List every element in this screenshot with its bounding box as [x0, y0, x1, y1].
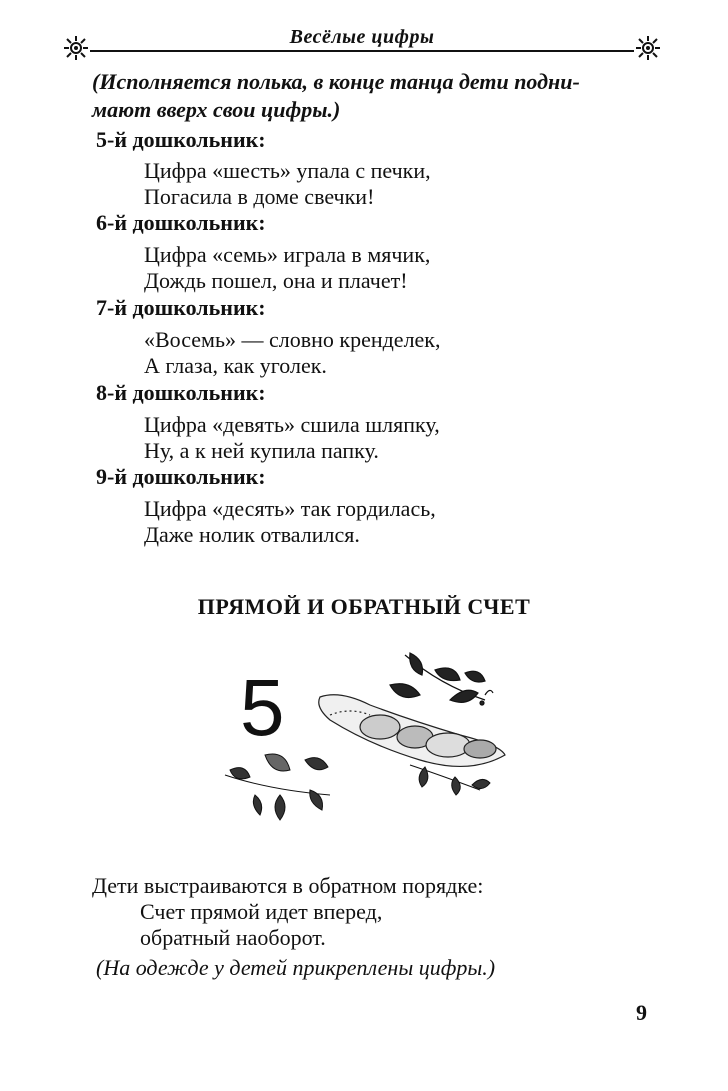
closing-intro: Дети выстраиваются в обратном порядке: — [92, 873, 484, 898]
ornament-icon — [634, 34, 662, 62]
stage-direction — [92, 68, 672, 124]
verse-line: Цифра «десять» так гордилась, — [144, 496, 436, 521]
leaf-branch-icon — [410, 765, 490, 795]
verse — [144, 412, 440, 464]
fruit-dish-icon — [319, 695, 505, 767]
verse-line: Счет прямой идет вперед, — [140, 899, 383, 924]
verse-line: А глаза, как уголек. — [144, 353, 327, 378]
verse-line: Цифра «девять» сшила шляпку, — [144, 412, 440, 437]
verse-line: Дождь пошел, она и плачет! — [144, 268, 408, 293]
verse — [144, 327, 441, 379]
illustration — [210, 645, 520, 845]
stage-direction-line: мают вверх свои цифры.) — [92, 97, 341, 122]
illustration-digit: 5 — [240, 663, 285, 752]
verse-line: обратный наоборот. — [140, 925, 326, 950]
verse-line: Ну, а к ней купила папку. — [144, 438, 379, 463]
section-title: ПРЯМОЙ И ОБРАТНЫЙ СЧЕТ — [197, 594, 531, 619]
header-rule — [90, 50, 634, 52]
verse-line: Погасила в доме свечки! — [144, 184, 375, 209]
leaf-branch-icon — [390, 653, 493, 705]
speaker-label: 6-й дошкольник: — [96, 210, 266, 235]
speaker-label: 5-й дошкольник: — [96, 127, 266, 152]
speaker-label: 9-й дошкольник: — [96, 464, 266, 489]
verse-line: Цифра «семь» играла в мячик, — [144, 242, 431, 267]
verse — [144, 158, 431, 210]
stage-direction: (На одежде у детей прикреплены цифры.) — [96, 955, 496, 980]
speaker-label: 8-й дошкольник: — [96, 380, 266, 405]
verse-line: Даже нолик отвалился. — [144, 522, 360, 547]
running-header — [62, 26, 662, 60]
stage-direction-line: (Исполняется полька, в конце танца дети подни- — [92, 69, 580, 94]
speaker-label: 7-й дошкольник: — [96, 295, 266, 320]
page-number: 9 — [636, 1000, 647, 1025]
verse — [144, 496, 436, 548]
verse-line: Цифра «шесть» упала с печки, — [144, 158, 431, 183]
verse — [144, 242, 430, 294]
running-header-title: Весёлые цифры — [289, 26, 435, 48]
verse-line: «Восемь» — словно кренделек, — [144, 327, 441, 352]
leaf-branch-icon — [225, 754, 330, 820]
